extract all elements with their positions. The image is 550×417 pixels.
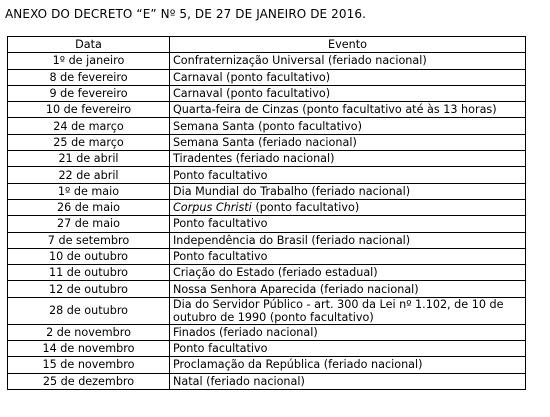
table-row — [8, 118, 526, 134]
event-cell: Natal (feriado nacional) — [170, 373, 526, 389]
event-cell: Dia do Servidor Público - art. 300 da Lei nº 1.102, de 10 de outubro de 1990 (ponto facultativo) — [170, 297, 526, 324]
table-row — [8, 357, 526, 373]
date-cell: 26 de maio — [8, 199, 170, 215]
table-row — [8, 151, 526, 167]
event-cell: Independência do Brasil (feriado nacional) — [170, 232, 526, 248]
column-header-date: Data — [8, 37, 170, 53]
table-row — [8, 69, 526, 85]
table-row — [8, 216, 526, 232]
table-row — [8, 134, 526, 150]
event-cell: Tiradentes (feriado nacional) — [170, 151, 526, 167]
event-cell: Dia Mundial do Trabalho (feriado nacional) — [170, 183, 526, 199]
date-cell: 1º de janeiro — [8, 53, 170, 69]
table-row — [8, 53, 526, 69]
event-text: (ponto facultativo) — [251, 201, 360, 215]
document-heading: ANEXO DO DECRETO “E” Nº 5, DE 27 DE JANEIRO DE 2016. — [5, 7, 367, 21]
date-cell: 14 de novembro — [8, 341, 170, 357]
table-row — [8, 199, 526, 215]
table-row — [8, 265, 526, 281]
date-cell: 7 de setembro — [8, 232, 170, 248]
table-row — [8, 373, 526, 389]
table-row — [8, 85, 526, 101]
date-cell: 12 de outubro — [8, 281, 170, 297]
table-row — [8, 341, 526, 357]
date-cell: 25 de março — [8, 134, 170, 150]
date-cell: 25 de dezembro — [8, 373, 170, 389]
table-row — [8, 102, 526, 118]
table-row — [8, 281, 526, 297]
event-cell: Semana Santa (ponto facultativo) — [170, 118, 526, 134]
table-row — [8, 183, 526, 199]
event-cell: Confraternização Universal (feriado nacional) — [170, 53, 526, 69]
date-cell: 24 de março — [8, 118, 170, 134]
event-cell: Criação do Estado (feriado estadual) — [170, 265, 526, 281]
event-italic-text: Corpus Christi — [173, 201, 252, 215]
event-cell: Finados (feriado nacional) — [170, 324, 526, 340]
date-cell: 1º de maio — [8, 183, 170, 199]
event-cell: Ponto facultativo — [170, 167, 526, 183]
date-cell: 15 de novembro — [8, 357, 170, 373]
date-cell: 22 de abril — [8, 167, 170, 183]
date-cell: 2 de novembro — [8, 324, 170, 340]
table-header-row — [8, 37, 526, 53]
date-cell: 10 de fevereiro — [8, 102, 170, 118]
table-row — [8, 167, 526, 183]
event-cell — [170, 199, 526, 215]
event-cell: Nossa Senhora Aparecida (feriado nacional) — [170, 281, 526, 297]
table-row — [8, 248, 526, 264]
date-cell: 21 de abril — [8, 151, 170, 167]
date-cell: 11 de outubro — [8, 265, 170, 281]
date-cell: 27 de maio — [8, 216, 170, 232]
table-row — [8, 232, 526, 248]
date-cell: 8 de fevereiro — [8, 69, 170, 85]
event-cell: Ponto facultativo — [170, 216, 526, 232]
date-cell: 28 de outubro — [8, 297, 170, 324]
date-cell: 10 de outubro — [8, 248, 170, 264]
event-cell: Ponto facultativo — [170, 248, 526, 264]
column-header-event: Evento — [170, 37, 526, 53]
table-row — [8, 324, 526, 340]
event-cell: Ponto facultativo — [170, 341, 526, 357]
event-cell: Carnaval (ponto facultativo) — [170, 69, 526, 85]
holidays-table — [7, 36, 526, 390]
table-row — [8, 297, 526, 324]
date-cell: 9 de fevereiro — [8, 85, 170, 101]
event-cell: Proclamação da República (feriado nacional) — [170, 357, 526, 373]
event-cell: Carnaval (ponto facultativo) — [170, 85, 526, 101]
event-cell: Quarta-feira de Cinzas (ponto facultativo até às 13 horas) — [170, 102, 526, 118]
event-cell: Semana Santa (feriado nacional) — [170, 134, 526, 150]
